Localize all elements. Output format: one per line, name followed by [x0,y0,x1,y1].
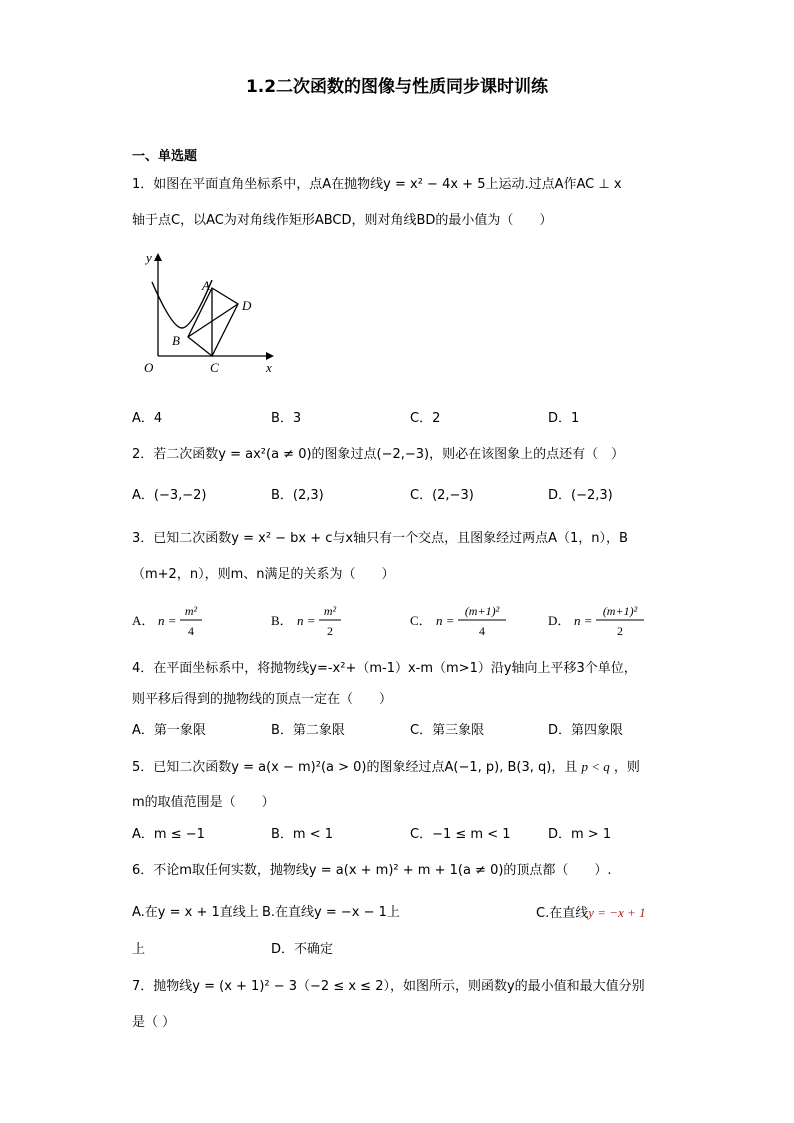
q1-option-a[interactable]: A．4 [132,411,163,426]
q3-line1: 3．已知二次函数y = x² − bx + c与x轴只有一个交点，且图象经过两点A（1，n），B [132,531,628,546]
q4-line1: 4．在平面坐标系中，将抛物线y=-x²+（m-1）x-m（m>1）沿y轴向上平移3个单位， [132,661,637,676]
label-y: y [146,250,152,265]
q7-line2: 是（ ） [132,1015,176,1030]
label-o: O [144,360,154,375]
option-letter: B． [271,613,293,628]
q2-option-d[interactable]: D．(−2,3) [548,488,613,503]
q3-option-c-math [410,600,530,640]
label-x: x [266,360,272,375]
q6-option-c[interactable] [536,903,646,924]
fraction-lhs: n = [436,613,455,628]
q5-option-c[interactable]: C．−1 ≤ m < 1 [410,827,511,842]
q6-option-c-text: C.在直线 [536,906,589,921]
y-axis-arrow [154,253,162,261]
q5-line1-tail: ，则 [613,760,640,775]
option-letter: D． [548,613,571,628]
q5-line2: m的取值范围是（ ） [132,795,275,810]
q5-option-a[interactable]: A．m ≤ −1 [132,827,205,842]
fraction-numerator: (m+1)² [464,604,500,618]
section-heading: 一、单选题 [132,149,198,164]
q6-option-c-expr: y = −x + 1 [588,905,646,920]
q1-option-c[interactable]: C．2 [410,411,441,426]
label-b: B [172,333,180,348]
q3-option-c[interactable] [410,600,530,640]
q3-option-d[interactable] [548,600,668,640]
q1-option-d[interactable]: D．1 [548,411,580,426]
label-d: D [242,298,252,313]
fraction-lhs: n = [574,613,593,628]
option-letter: A． [132,613,155,628]
q4-option-d[interactable]: D．第四象限 [548,723,624,738]
q1-figure [130,248,280,378]
q2-option-b[interactable]: B．(2,3) [271,488,324,503]
q5-line1-text: 5．已知二次函数y = a(x − m)²(a > 0)的图象经过点A(−1, p), B(3, q)，且 [132,760,578,775]
q1-option-b[interactable]: B．3 [271,411,302,426]
q3-option-b-math [271,600,381,640]
q5-option-d[interactable]: D．m > 1 [548,827,612,842]
q5-option-b[interactable]: B．m < 1 [271,827,334,842]
option-letter: C． [410,613,432,628]
q6-option-d[interactable]: D．不确定 [271,942,334,957]
fraction-numerator: m² [323,604,337,618]
label-c: C [210,360,219,375]
q1-line2: 轴于点C，以AC为对角线作矩形ABCD，则对角线BD的最小值为（ ） [132,213,553,228]
label-a: A [202,278,210,293]
fraction-denominator: 2 [327,624,333,638]
page-title: 1.2二次函数的图像与性质同步课时训练 [245,77,549,97]
rectangle-abcd [188,288,238,356]
fraction-denominator: 2 [617,624,623,638]
q3-option-a[interactable] [132,600,242,640]
q2-option-c[interactable]: C．(2,−3) [410,488,474,503]
q2-option-a[interactable]: A．(−3,−2) [132,488,207,503]
q5-line1 [132,757,640,778]
fraction-lhs: n = [297,613,316,628]
q6-option-a[interactable]: A.在y = x + 1直线上 [132,905,259,920]
q4-option-a[interactable]: A．第一象限 [132,723,206,738]
q4-line2: 则平移后得到的抛物线的顶点一定在（ ） [132,692,393,707]
fraction-denominator: 4 [188,624,194,638]
q6-option-c-tail: 上 [132,942,146,957]
q4-option-c[interactable]: C．第三象限 [410,723,485,738]
q4-option-b[interactable]: B．第二象限 [271,723,345,738]
q2-line1: 2．若二次函数y = ax²(a ≠ 0)的图象过点(−2,−3)，则必在该图象上的点还有（ ） [132,447,625,462]
q1-line1: 1．如图在平面直角坐标系中，点A在抛物线y = x² − 4x + 5上运动.过点A作AC ⊥ x [132,177,622,192]
fraction-numerator: m² [184,604,198,618]
x-axis-arrow [266,352,274,360]
q3-option-a-math [132,600,242,640]
fraction-denominator: 4 [479,624,485,638]
q3-option-b[interactable] [271,600,381,640]
fraction-lhs: n = [158,613,177,628]
q3-option-d-math [548,600,668,640]
q5-condition: p < q [581,759,610,774]
q6-option-b[interactable]: B.在直线y = −x − 1上 [262,905,400,920]
q3-line2: （m+2，n），则m、n满足的关系为（ ） [132,567,395,582]
q7-line1: 7．抛物线y = (x + 1)² − 3（−2 ≤ x ≤ 2），如图所示，则函数y的最小值和最大值分别 [132,979,645,994]
q6-line1: 6．不论m取任何实数，抛物线y = a(x + m)² + m + 1(a ≠ 0)的顶点都（ ）. [132,863,612,878]
fraction-numerator: (m+1)² [602,604,638,618]
